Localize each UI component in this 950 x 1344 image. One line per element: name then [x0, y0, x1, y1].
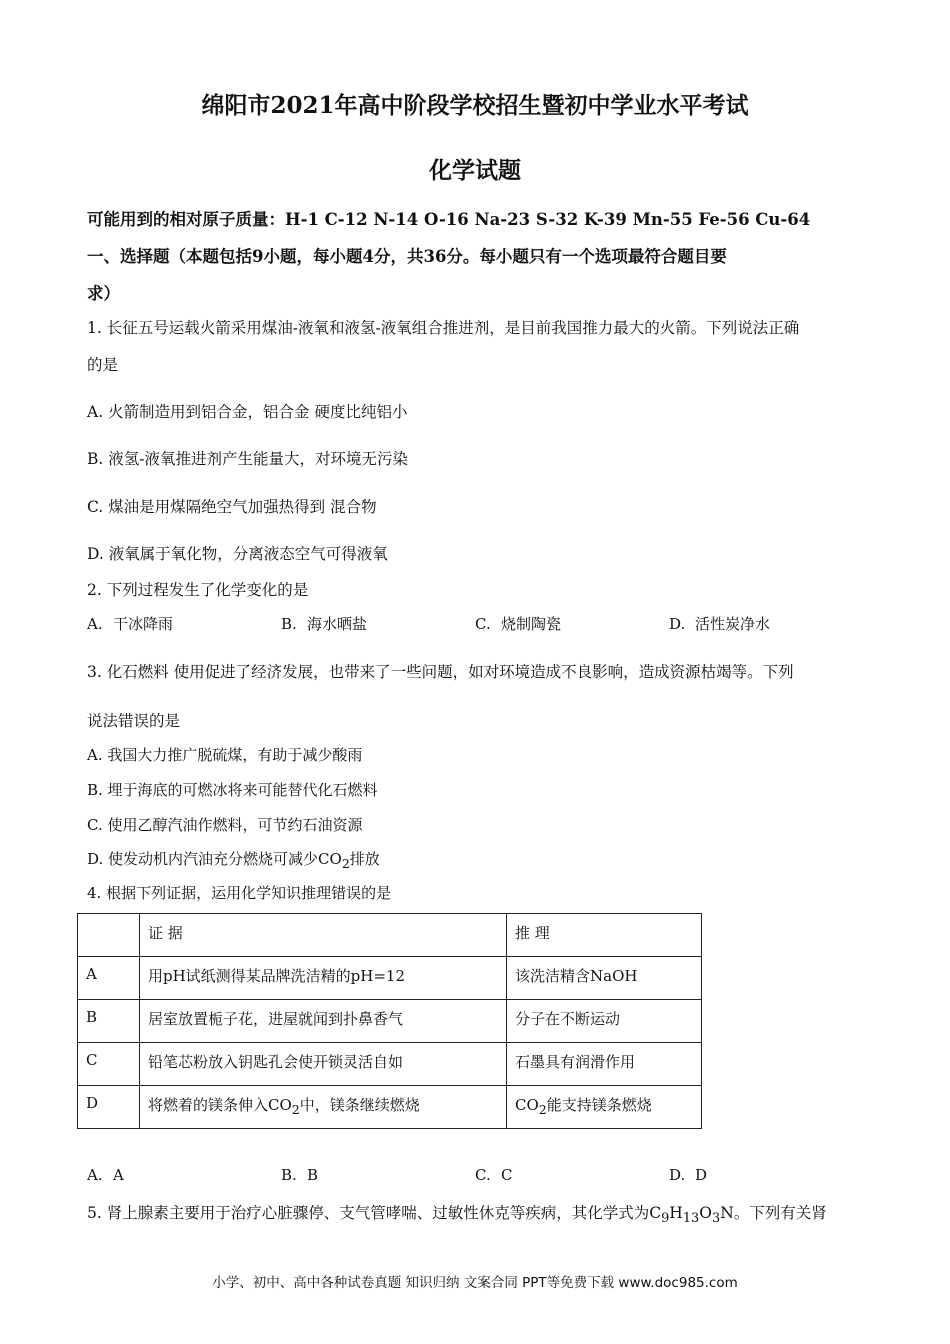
q2-option-c-label: C.	[475, 615, 491, 633]
table-row	[78, 1043, 702, 1086]
table-row-key: B	[78, 1000, 140, 1043]
q1-stem: 1. 长征五号运载火箭采用煤油-液氧和液氢-液氧组合推进剂，是目前我国推力最大的火箭。下列说法正确	[87, 319, 800, 337]
section1-heading: 一、选择题（本题包括9小题，每小题4分，共36分。每小题只有一个选项最符合题目要	[87, 247, 727, 266]
atomic-masses: 可能用到的相对原子质量：H-1 C-12 N-14 O-16 Na-23 S-32 K-39 Mn-55 Fe-56 Cu-64	[87, 210, 811, 229]
q4-option-b	[281, 1166, 318, 1184]
q2-option-d-text: 活性炭净水	[695, 615, 771, 633]
q3-option-d-subscript: 2	[341, 856, 350, 871]
table-row	[78, 957, 702, 1000]
table-row-evidence: 铅笔芯粉放入钥匙孔会使开锁灵活自如	[140, 1043, 507, 1086]
table-row-key: D	[78, 1086, 140, 1129]
inference-subscript: 2	[538, 1102, 547, 1117]
evidence-inference-table	[77, 913, 702, 1129]
q4-option-d-label: D.	[669, 1166, 686, 1184]
q2-option-d	[669, 613, 770, 634]
q4-option-d-text: D	[695, 1166, 708, 1184]
q4-option-b-text: B	[307, 1166, 319, 1184]
q3-option-d-text-end: 排放	[349, 850, 380, 868]
q5-formula-part: O	[699, 1204, 712, 1222]
q5-subscript: 3	[711, 1211, 721, 1227]
q5-stem	[87, 1201, 827, 1226]
q4-option-c-label: C.	[475, 1166, 491, 1184]
table-header-empty	[78, 914, 140, 957]
page-footer: 小学、初中、高中各种试卷真题 知识归纳 文案合同 PPT等免费下载 www.doc985.com	[212, 1275, 738, 1291]
q3-stem: 3. 化石燃料 使用促进了经济发展，也带来了一些问题，如对环境造成不良影响，造成资源枯竭等。下列	[87, 663, 794, 681]
q3-option-a: A. 我国大力推广脱硫煤，有助于减少酸雨	[87, 746, 363, 764]
q1-stem-cont: 的是	[87, 356, 119, 374]
table-header-evidence: 证 据	[140, 914, 507, 957]
q5-subscript: 13	[682, 1211, 700, 1227]
q2-option-b-text: 海水晒盐	[307, 615, 368, 633]
evidence-subscript: 2	[291, 1102, 300, 1117]
table-row-evidence: 居室放置栀子花，进屋就闻到扑鼻香气	[140, 1000, 507, 1043]
q4-stem: 4. 根据下列证据，运用化学知识推理错误的是	[87, 884, 392, 902]
q3-option-c: C. 使用乙醇汽油作燃料，可节约石油资源	[87, 816, 363, 834]
q2-option-b-label: B.	[281, 615, 297, 633]
q3-option-d	[87, 848, 380, 871]
table-row-evidence: 用pH试纸测得某品牌洗洁精的pH=12	[140, 957, 507, 1000]
exam-subtitle: 化学试题	[429, 157, 521, 184]
evidence-text: 将燃着的镁条伸入CO	[148, 1096, 292, 1114]
q1-option-d: D. 液氧属于氧化物，分离液态空气可得液氧	[87, 545, 388, 563]
table-row-inference	[507, 1086, 702, 1129]
q4-option-b-label: B.	[281, 1166, 297, 1184]
q1-option-c: C. 煤油是用煤隔绝空气加强热得到 混合物	[87, 498, 377, 516]
section1-heading-cont: 求）	[87, 284, 120, 303]
q5-subscript: 9	[661, 1211, 670, 1227]
q4-option-c	[475, 1166, 512, 1184]
evidence-text-end: 中，镁条继续燃烧	[299, 1096, 420, 1114]
q4-option-a	[87, 1166, 124, 1184]
table-row	[78, 1086, 702, 1129]
q5-formula-part: H	[669, 1204, 683, 1222]
q2-option-b	[281, 613, 367, 634]
table-row-inference: 石墨具有润滑作用	[507, 1043, 702, 1086]
q2-option-a-label: A.	[87, 615, 103, 633]
q2-option-a	[87, 613, 173, 634]
inference-text-end: 能支持镁条燃烧	[546, 1096, 652, 1114]
q5-stem-text-end: N。下列有关肾	[720, 1204, 827, 1222]
q3-option-b: B. 埋于海底的可燃冰将来可能替代化石燃料	[87, 781, 378, 799]
q2-option-c-text: 烧制陶瓷	[501, 615, 562, 633]
table-row-key: C	[78, 1043, 140, 1086]
q2-option-c	[475, 613, 561, 634]
q2-option-d-label: D.	[669, 615, 686, 633]
table-header-inference: 推 理	[507, 914, 702, 957]
q2-option-a-text: 干冰降雨	[113, 615, 174, 633]
q3-option-d-text: D. 使发动机内汽油充分燃烧可减少CO	[87, 850, 342, 868]
q4-option-a-label: A.	[87, 1166, 103, 1184]
q3-stem-cont: 说法错误的是	[87, 712, 181, 730]
q1-option-b: B. 液氢-液氧推进剂产生能量大，对环境无污染	[87, 450, 408, 468]
inference-text: CO	[515, 1096, 539, 1114]
q4-option-a-text: A	[113, 1166, 124, 1184]
table-row-evidence	[140, 1086, 507, 1129]
q4-option-d	[669, 1166, 707, 1184]
q1-option-a: A. 火箭制造用到铝合金，铝合金 硬度比纯铝小	[87, 403, 408, 421]
q4-option-c-text: C	[501, 1166, 513, 1184]
table-row-inference: 分子在不断运动	[507, 1000, 702, 1043]
table-row	[78, 1000, 702, 1043]
table-header-row	[78, 914, 702, 957]
q2-stem: 2. 下列过程发生了化学变化的是	[87, 581, 309, 599]
table-row-key: A	[78, 957, 140, 1000]
exam-title: 绵阳市2021年高中阶段学校招生暨初中学业水平考试	[201, 92, 749, 119]
q5-stem-text: 5. 肾上腺素主要用于治疗心脏骤停、支气管哮喘、过敏性休克等疾病，其化学式为C	[87, 1204, 662, 1222]
table-row-inference: 该洗洁精含NaOH	[507, 957, 702, 1000]
